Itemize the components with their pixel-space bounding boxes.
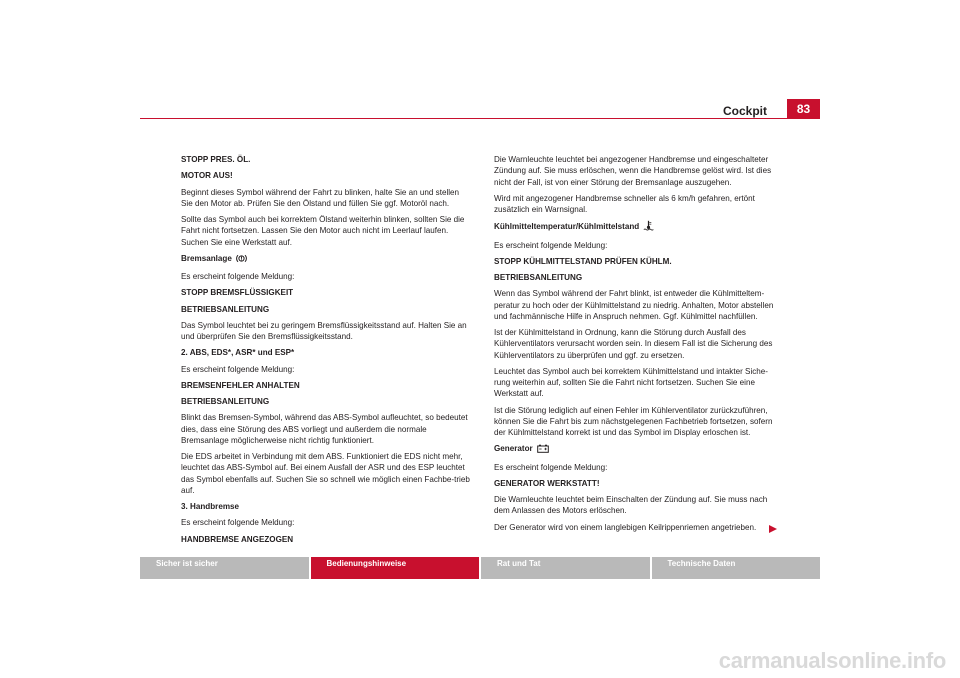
left_column-paragraph (181, 154, 471, 165)
paragraph-text: BETRIEBSANLEITUNG (181, 304, 270, 314)
right_column-paragraph (494, 193, 780, 216)
left_column-paragraph (181, 214, 471, 248)
paragraph-text: Bremsanlage (181, 253, 232, 263)
right_column-paragraph (494, 522, 780, 533)
paragraph-text: MOTOR AUS! (181, 171, 233, 181)
continue-arrow-icon[interactable] (769, 525, 777, 533)
paragraph-text: Generator (494, 444, 533, 454)
right_column-paragraph (494, 154, 780, 188)
paragraph-text: Beginnt dieses Symbol während der Fahrt zu blinken, halte Sie an und stellen Sie den Motor ab. Prüfen Sie den Ölstand und füllen Sie ggf. Motoröl nach. (181, 187, 460, 208)
paragraph-text: Ist die Störung lediglich auf einen Fehler im Kühlerventilator zurückzuführen, können Sie die Fahrt bis zum nächstgelegenen Fachbetrieb fortsetzen, sofern der Kühlmittelstand korrekt ist und das Symbol im Display erloschen ist. (494, 405, 773, 437)
paragraph-text: Blinkt das Bremsen-Symbol, während das ABS-Symbol aufleuchtet, so bedeutet dies, dass eine Störung des ABS vorliegt und außerdem die normale Bremsanlage möglicherweise nicht richtig funktioniert. (181, 413, 468, 445)
battery-icon (537, 444, 549, 456)
paragraph-text: Der Generator wird von einem langlebigen Keilrippenriemen angetrieben. (494, 522, 757, 532)
left-text-column (181, 154, 471, 550)
paragraph-text: Es erscheint folgende Meldung: (494, 462, 608, 472)
paragraph-text: BETRIEBSANLEITUNG (181, 397, 270, 406)
right_column-paragraph (494, 327, 780, 361)
paragraph-text: 2. ABS, EDS*, ASR* und ESP* (181, 348, 295, 358)
left_column-paragraph (181, 304, 471, 315)
paragraph-text: Die Warnleuchte leuchtet bei angezogener Handbremse und eingeschalteter Zündung auf. Sie muss erlöschen, wenn die Handbremse gelöst wird. Ist dies nicht der Fall, ist von einer Störung der Bremsanlage auszugehen. (494, 155, 772, 187)
right_column-paragraph (494, 478, 780, 489)
left_column-paragraph (181, 412, 471, 446)
left_column-paragraph (181, 534, 471, 545)
brake-warning-icon (236, 254, 247, 266)
left_column-paragraph (181, 287, 471, 298)
paragraph-text: STOPP PRES. ÖL. (181, 155, 251, 164)
coolant-temperature-icon (643, 220, 654, 234)
paragraph-text: 3. Handbremse (181, 502, 240, 511)
left_column-paragraph (181, 271, 471, 282)
right_column-paragraph (494, 462, 780, 473)
header-rule (140, 118, 820, 119)
left_column-paragraph (181, 170, 471, 181)
left_column-paragraph (181, 380, 471, 391)
paragraph-text: BREMSENFEHLER ANHALTEN (181, 380, 300, 390)
paragraph-text: Das Symbol leuchtet bei zu geringem Bremsflüssigkeitsstand auf. Halten Sie an und überprüfen Sie den Bremsflüssigkeitsstand. (181, 320, 467, 341)
paragraph-text: Es erscheint folgende Meldung: (181, 272, 295, 281)
footer-tab-technische-daten[interactable]: Technische Daten (652, 557, 821, 579)
left_column-paragraph (181, 364, 471, 375)
right_column-paragraph (494, 288, 780, 322)
footer-tab-rat-und-tat[interactable]: Rat und Tat (481, 557, 650, 579)
paragraph-text: Es erscheint folgende Meldung: (181, 518, 295, 528)
left_column-paragraph (181, 187, 471, 210)
right_column-paragraph (494, 272, 780, 283)
paragraph-text: Die EDS arbeitet in Verbindung mit dem ABS. Funktioniert die EDS nicht mehr, leuchtet das ABS-Symbol auf. Bei einem Ausfall der ASR und des ESP leuchtet das Symbol ebenfalls auf. Suchen Sie so schnell wie möglich einen Fachbe-trieb auf. (181, 452, 470, 495)
right_column-paragraph (494, 240, 780, 251)
left_column-paragraph (181, 253, 471, 266)
paragraph-text: Es erscheint folgende Meldung: (494, 240, 608, 250)
right_column-paragraph (494, 256, 780, 267)
right_column-paragraph (494, 443, 780, 456)
left_column-paragraph (181, 501, 471, 512)
right_column-paragraph (494, 220, 780, 234)
footer-navigation (140, 557, 820, 579)
paragraph-text: Kühlmitteltemperatur/Kühlmittelstand (494, 222, 640, 232)
right-text-column (494, 154, 780, 538)
left_column-paragraph (181, 320, 471, 343)
paragraph-text: Ist der Kühlmittelstand in Ordnung, kann die Störung durch Ausfall des Kühlerventilators verursacht worden sein. In diesem Fall ist die Sicherung des Kühlerventilators zu überprüfen und ggf. zu ersetzen. (494, 328, 773, 360)
paragraph-text: Sollte das Symbol auch bei korrektem Ölstand weiterhin blinken, sollten Sie die Fahrt nicht fortsetzen. Lassen Sie den Motor auch nicht im Leerlauf laufen. Suchen Sie eine Werkstatt auf. (181, 215, 465, 247)
watermark: carmanualsonline.info (718, 648, 946, 673)
right_column-paragraph (494, 405, 780, 439)
right_column-paragraph (494, 366, 780, 400)
paragraph-text: Es erscheint folgende Meldung: (181, 364, 295, 374)
left_column-paragraph (181, 396, 471, 407)
paragraph-text: Wenn das Symbol während der Fahrt blinkt, ist entweder die Kühlmitteltem-peratur zu hoch oder der Kühlmittelstand zu niedrig. Anhalten, Motor abstellen und fachmännische Hilfe in Anspruch nehmen. Ggf. Kühlmittel nachfüllen. (494, 289, 774, 321)
paragraph-text: BETRIEBSANLEITUNG (494, 273, 583, 282)
left_column-paragraph (181, 451, 471, 496)
paragraph-text: GENERATOR WERKSTATT! (494, 478, 600, 488)
page-number-badge: 83 (787, 99, 820, 119)
left_column-paragraph (181, 347, 471, 358)
footer-tab-sicher-ist-sicher[interactable]: Sicher ist sicher (140, 557, 309, 579)
section-title: Cockpit (722, 104, 767, 118)
paragraph-text: HANDBREMSE ANGEZOGEN (181, 534, 294, 544)
paragraph-text: Leuchtet das Symbol auch bei korrektem Kühlmittelstand und intakter Siche-rung weiterhin auf, sollten Sie die Fahrt nicht fortsetzen. Suchen Sie eine Werkstatt auf. (494, 366, 768, 399)
paragraph-text: Die Warnleuchte leuchtet beim Einschalten der Zündung auf. Sie muss nach dem Anlassen des Motors erlöschen. (494, 495, 768, 516)
left_column-paragraph (181, 517, 471, 528)
paragraph-text: Wird mit angezogener Handbremse schneller als 6 km/h gefahren, ertönt zusätzlich ein Warnsignal. (494, 193, 755, 214)
right_column-paragraph (494, 494, 780, 517)
footer-tab-bedienungshinweise[interactable]: Bedienungshinweise (311, 557, 480, 579)
paragraph-text: STOPP BREMSFLÜSSIGKEIT (181, 288, 294, 298)
paragraph-text: STOPP KÜHLMITTELSTAND PRÜFEN KÜHLM. (494, 256, 672, 266)
